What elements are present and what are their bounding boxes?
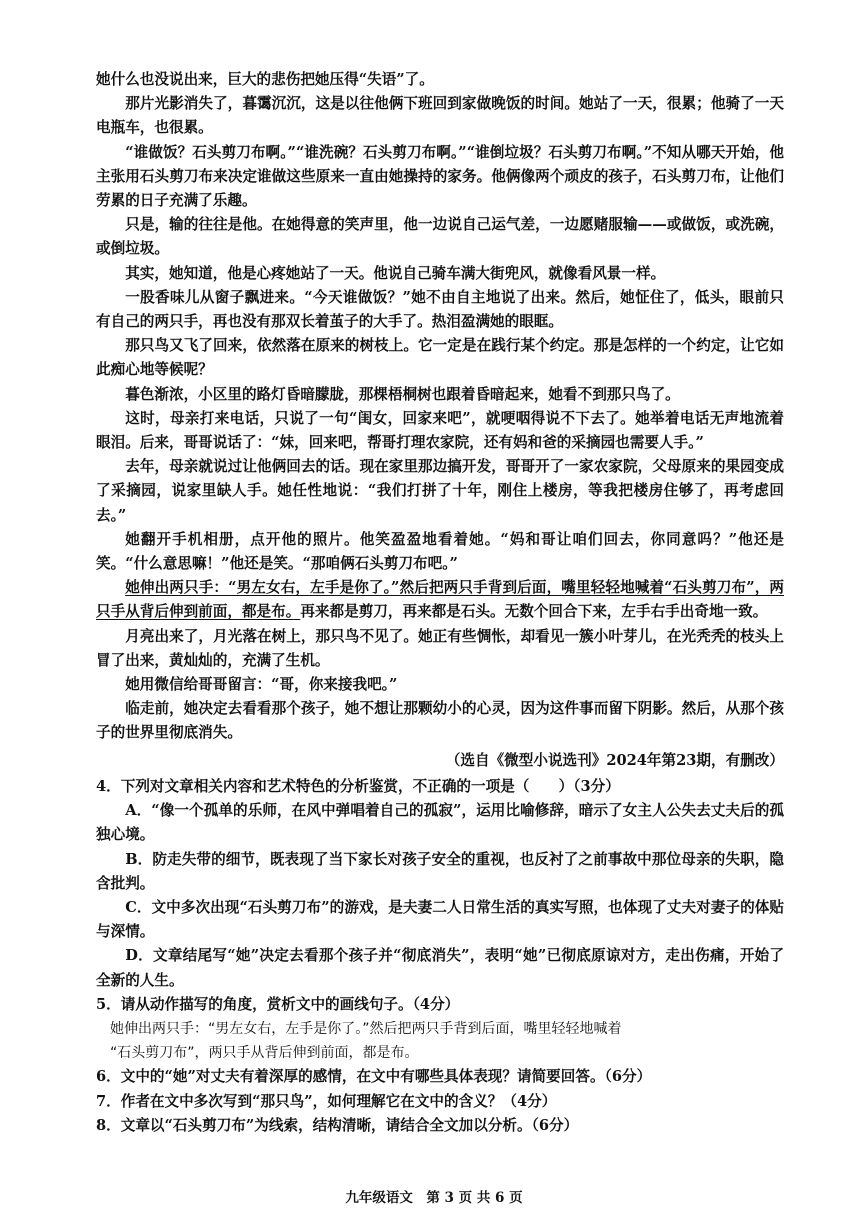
question-4-option-c: C．文中多次出现“石头剪刀布”的游戏，是夫妻二人日常生活的真实写照，也体现了丈夫对妻子的体贴与深情。 — [96, 898, 784, 941]
passage-paragraph: 临走前，她决定去看看那个孩子，她不想让那颗幼小的心灵，因为这件事而留下阴影。然后，从那个孩子的世界里彻底消失。 — [96, 700, 784, 742]
question-8: 8．文章以“石头剪刀布”为线索，结构清晰，请结合全文加以分析。（6分） — [96, 1116, 579, 1134]
underlined-paragraph — [96, 576, 784, 624]
passage-paragraph: 那片光影消失了，暮霭沉沉，这是以往他俩下班回到家做晚饭的时间。她站了一天，很累；他骑了一天电瓶车，也很累。 — [96, 95, 784, 137]
question-4-option-d: D．文章结尾写“她”决定去看那个孩子并“彻底消失”，表明“她”已彻底原谅对方，走出伤痛，开始了全新的人生。 — [96, 947, 784, 989]
question-4-stem: 4．下列对文章相关内容和艺术特色的分析鉴赏，不正确的一项是（ ）（3分） — [96, 777, 620, 795]
passage-paragraph: 去年，母亲就说过让他俩回去的话。现在家里那边搞开发，哥哥开了一家农家院，父母原来的果园变成了采摘园，说家里缺人手。她任性地说：“我们打拼了十年，刚住上楼房，等我把楼房住够了，再考虑回去。” — [96, 458, 784, 524]
passage-paragraph: 她翻开手机相册，点开他的照片。他笑盈盈地看着她。“妈和哥让咱们回去，你同意吗？”他还是笑。“什么意思嘛！”他还是笑。“那咱俩石头剪刀布吧。” — [96, 530, 784, 573]
question-4-option-b: B．防走失带的细节，既表现了当下家长对孩子安全的重视，也反衬了之前事故中那位母亲的失职，隐含批判。 — [96, 850, 784, 892]
passage-paragraph: 其实，她知道，他是心疼她站了一天。他说自己骑车满大街兜风，就像看风景一样。 — [125, 264, 666, 282]
passage-paragraph: 她什么也没说出来，巨大的悲伤把她压得“失语”了。 — [96, 71, 434, 88]
underlined-sentence: 她伸出两只手：“男左女右，左手是你了。”然后把两只手背到后面，嘴里轻轻地喊着“石头剪刀布”，两只手从背后伸到前面，都是布。 — [96, 579, 784, 621]
passage-paragraph: 那只鸟又飞了回来，依然落在原来的树枝上。它一定是在践行某个约定。那是怎样的一个约定，让它如此痴心地等候呢？ — [96, 337, 784, 379]
passage-paragraph: 她用微信给哥哥留言：“哥，你来接我吧。” — [125, 676, 398, 694]
passage-paragraph: “谁做饭？石头剪刀布啊。”“谁洗碗？石头剪刀布啊。”“谁倒垃圾？石头剪刀布啊。”不知从哪天开始，他主张用石头剪刀布来决定谁做这些原来一直由她操持的家务。他俩像两个顽皮的孩子，石头剪刀布，让他们劳累的日子充满了乐趣。 — [96, 143, 784, 210]
source-citation: （选自《微型小说选刊》2024年第23期，有删改） — [445, 751, 784, 769]
question-7: 7．作者在文中多次写到“那只鸟”，如何理解它在文中的含义？（4分） — [96, 1092, 557, 1110]
question-6: 6．文中的“她”对丈夫有着深厚的感情，在文中有哪些具体表现？请简要回答。（6分） — [96, 1068, 652, 1086]
passage-paragraph: 暮色渐浓，小区里的路灯昏暗朦胧，那棵梧桐树也跟着昏暗起来，她看不到那只鸟了。 — [125, 385, 680, 403]
passage-paragraph: 这时，母亲打来电话，只说了一句“闺女，回家来吧”，就哽咽得说不下去了。她举着电话无声地流着眼泪。后来，哥哥说话了：“妹，回来吧，帮哥打理农家院，还有妈和爸的采摘园也需要人手。” — [96, 409, 784, 452]
passage-paragraph: 一股香味儿从窗子飘进来。“今天谁做饭？”她不由自主地说了出来。然后，她怔住了，低头，眼前只有自己的两只手，再也没有那双长着茧子的大手了。热泪盈满她的眼眶。 — [96, 288, 784, 331]
page-footer: 九年级语文 第 3 页 共 6 页 — [345, 1190, 523, 1206]
question-5-quote-line: 她伸出两只手：“男左女右，左手是你了。”然后把两只手背到后面，嘴里轻轻地喊着 — [110, 1020, 622, 1037]
question-5-stem: 5．请从动作描写的角度，赏析文中的画线句子。（4分） — [96, 995, 460, 1013]
passage-paragraph: 月亮出来了，月光落在树上，那只鸟不见了。她正有些惆怅，却看见一簇小叶芽儿，在光秃秃的枝头上冒了出来，黄灿灿的，充满了生机。 — [96, 627, 784, 669]
passage-paragraph: 只是，输的往往是他。在她得意的笑声里，他一边说自己运气差，一边愿赌服输——或做饭，或洗碗，或倒垃圾。 — [96, 216, 784, 258]
paragraph-continuation: 再来都是剪刀，再来都是石头。无数个回合下来，左手右手出奇地一致。 — [300, 603, 768, 621]
question-5-quote-line: “石头剪刀布”，两只手从背后伸到前面，都是布。 — [110, 1045, 419, 1062]
question-4-option-a: A．“像一个孤单的乐师，在风中弹唱着自己的孤寂”，运用比喻修辞，暗示了女主人公失去丈夫后的孤独心境。 — [96, 802, 784, 844]
